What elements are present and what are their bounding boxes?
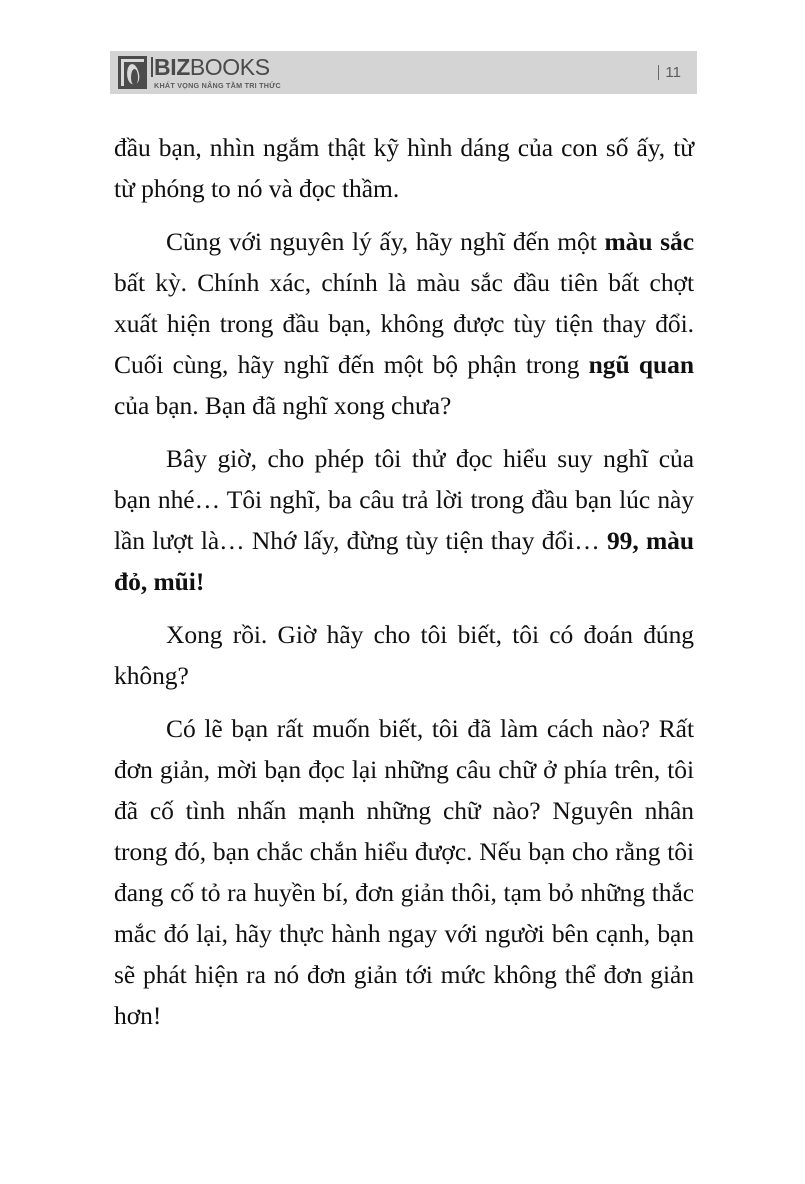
body-text-column — [114, 127, 694, 1036]
body-text: Xong rồi. Giờ hãy cho tôi biết, tôi có đoán đúng không? — [114, 620, 694, 690]
folio-divider-icon — [658, 65, 660, 80]
logo-text-block — [154, 53, 281, 90]
body-text: của bạn. Bạn đã nghĩ xong chưa? — [114, 391, 452, 420]
body-text: Bây giờ, cho phép tôi thử đọc hiểu suy nghĩ của bạn nhé… Tôi nghĩ, ba câu trả lời trong đầu bạn lúc này lần lượt là… Nhớ lấy, đừng tùy tiện thay đổi… — [114, 444, 694, 555]
logo-divider-rule — [151, 57, 153, 77]
paragraph — [114, 708, 694, 1036]
paragraph — [114, 614, 694, 696]
body-text: đầu bạn, nhìn ngắm thật kỹ hình dáng của con số ấy, từ từ phóng to nó và đọc thầm. — [114, 133, 694, 203]
publisher-logo — [118, 53, 281, 90]
book-figure-icon — [118, 56, 147, 89]
running-header — [110, 51, 697, 94]
emphasis-text: ngũ quan — [588, 350, 694, 379]
body-text: Có lẽ bạn rất muốn biết, tôi đã làm cách nào? Rất đơn giản, mời bạn đọc lại những câu chữ ở phía trên, tôi đã cố tình nhấn mạnh những chữ nào? Nguyên nhân trong đó, bạn chắc chắn hiểu được. Nếu bạn cho rằng tôi đang cố tỏ ra huyền bí, đơn giản thôi, tạm bỏ những thắc mắc đó lại, hãy thực hành ngay với người bên cạnh, bạn sẽ phát hiện ra nó đơn giản tới mức không thể đơn giản hơn! — [114, 714, 694, 1030]
logo-wordmark-light: BOOKS — [189, 53, 270, 80]
logo-tagline: KHÁT VỌNG NÂNG TẦM TRI THỨC — [154, 80, 281, 90]
paragraph — [114, 127, 694, 209]
logo-wordmark-bold: BIZ — [154, 53, 190, 80]
body-text: Cũng với nguyên lý ấy, hãy nghĩ đến một — [166, 227, 605, 256]
page-folio — [658, 64, 681, 81]
emphasis-text: màu sắc — [604, 227, 694, 256]
paragraph — [114, 438, 694, 602]
body-text: bất kỳ. Chính xác, chính là màu sắc đầu tiên bất chợt xuất hiện trong đầu bạn, không được tùy tiện thay đổi. Cuối cùng, hãy nghĩ đến một bộ phận trong — [114, 268, 694, 379]
emphasis-text: 99, màu đỏ, mũi! — [114, 526, 694, 596]
logo-wordmark — [154, 53, 281, 80]
paragraph — [114, 221, 694, 426]
page-number: 11 — [665, 64, 681, 81]
